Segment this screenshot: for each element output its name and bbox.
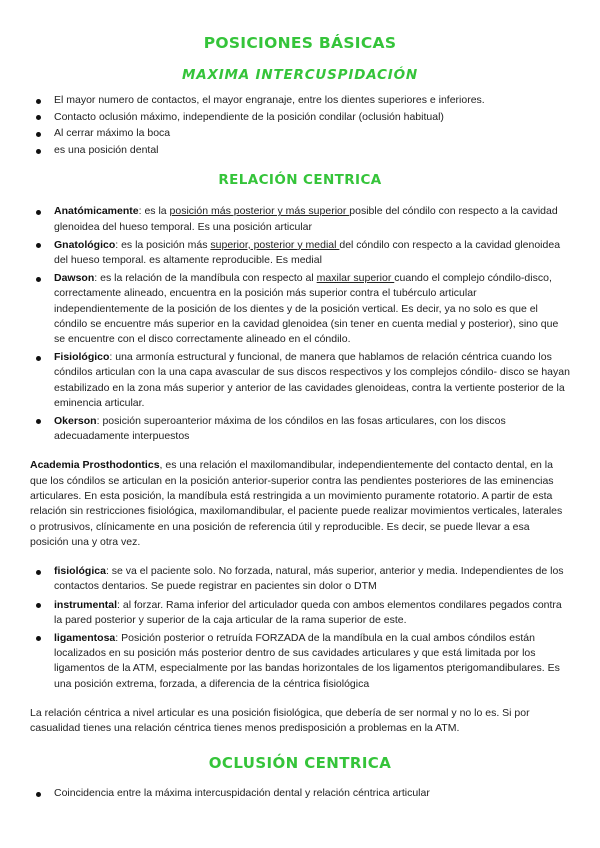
type-term: ligamentosa bbox=[54, 631, 116, 644]
type-text: : al forzar. Rama inferior del articulador queda con ambos elementos condilares pegados contra la pared posterior y superior de la caja articular de la rama superior de este. bbox=[54, 598, 562, 626]
bullet-icon bbox=[36, 603, 41, 608]
conclusion-paragraph: La relación céntrica a nivel articular es una posición fisiológica, que debería de ser normal y no lo es. Si por casualidad tienes una relación céntrica tienes menos predisposición a problemas en la ATM. bbox=[30, 706, 530, 735]
oclusion-centrica-list bbox=[30, 786, 570, 801]
list-item bbox=[30, 126, 570, 141]
section-heading-relacion-centrica: RELACIÓN CENTRICA bbox=[218, 172, 382, 189]
section-heading-oclusion-centrica: OCLUSIÓN CENTRICA bbox=[208, 754, 392, 773]
type-text: : se va el paciente solo. No forzada, natural, más superior, anterior y media. Independientes de los contactos dentarios. Se puede registrar en pacientes sin dolor o DTM bbox=[54, 565, 564, 593]
definition-term: Anatómicamente bbox=[54, 205, 139, 218]
list-item-text: Coincidencia entre la máxima intercuspidación dental y relación céntrica articular bbox=[54, 787, 430, 800]
definition-term: Gnatológico bbox=[54, 238, 116, 251]
definition-text: : es la bbox=[138, 205, 170, 218]
paragraph-term: Academia Prosthodontics bbox=[30, 459, 160, 472]
type-text: : Posición posterior o retruída FORZADA de la mandíbula en la cual ambos cóndilos están localizados en su posición más posterior dentro de sus cavidades articulares y que está limitada por los ligamentos de la ATM, especialmente por las bandas horizontales de los ligamentos pterigomandibulares. Es una posición extrema, forzada, a diferencia de la céntrica fisiológica bbox=[54, 631, 560, 690]
type-instrumental bbox=[30, 598, 570, 628]
bullet-icon bbox=[36, 792, 41, 797]
relacion-centrica-types bbox=[30, 564, 570, 692]
bullet-icon bbox=[36, 243, 41, 248]
bullet-icon bbox=[36, 115, 41, 120]
underlined-text: maxilar superior bbox=[316, 272, 395, 285]
list-item bbox=[30, 93, 570, 108]
type-fisiologica bbox=[30, 564, 570, 594]
list-item-text: Contacto oclusión máximo, independiente de la posición condilar (oclusión habitual) bbox=[54, 110, 444, 123]
academia-paragraph bbox=[30, 458, 570, 550]
definition-text: : es la relación de la mandíbula con respecto al bbox=[94, 272, 317, 285]
bullet-icon bbox=[36, 570, 41, 575]
section-heading-max-intercuspidacion: MAXIMA INTERCUSPIDACIÓN bbox=[182, 67, 418, 83]
bullet-icon bbox=[36, 419, 41, 424]
list-item-text: es una posición dental bbox=[54, 144, 159, 157]
underlined-text: posición más posterior y más superior bbox=[169, 205, 350, 218]
relacion-centrica-definitions bbox=[30, 204, 570, 444]
definition-term: Dawson bbox=[54, 272, 95, 285]
list-item-text: El mayor numero de contactos, el mayor engranaje, entre los dientes superiores e inferiores. bbox=[54, 94, 485, 106]
definition-term: Okerson bbox=[54, 414, 97, 427]
type-ligamentosa bbox=[30, 631, 570, 692]
bullet-icon bbox=[36, 277, 41, 282]
definition-term: Fisiológico bbox=[54, 351, 110, 364]
definition-text: : posición superoanterior máxima de los cóndilos en las fosas articulares, con los discos adecuadamente interpuestos bbox=[54, 414, 506, 443]
type-term: instrumental bbox=[54, 598, 118, 611]
definition-text: del cóndilo con respecto a la cavidad glenoidea del hueso temporal. es altamente reproducible. Es medial bbox=[54, 238, 561, 266]
definition-text: : es la posición más bbox=[115, 238, 211, 251]
list-item bbox=[30, 786, 570, 801]
definition-gnatologico bbox=[30, 238, 570, 268]
bullet-icon bbox=[36, 99, 41, 104]
definition-anatomica bbox=[30, 204, 570, 234]
bullet-icon bbox=[36, 636, 41, 641]
bullet-icon bbox=[36, 149, 41, 154]
list-item-text: Al cerrar máximo la boca bbox=[54, 127, 171, 140]
document-title: POSICIONES BÁSICAS bbox=[203, 34, 397, 52]
list-item bbox=[30, 110, 570, 125]
definition-text: cuando el complejo cóndilo-disco, correctamente alineado, encuentra en la posición más superior contra el tubérculo articular independientemente de la posición de los dientes y de la posición vertical. Es decir, ya no solo es que el cóndilo se encuentre más superior en la cavidad glenoidea (sin tener en cuenta medial y posterior), sino que se encuentre con el disco correctamente alineado en el cóndilo. bbox=[54, 272, 559, 345]
paragraph-text: , es una relación el maxilomandibular, independientemente del contacto dental, en la que los cóndilos se articulan en la posición anterior-superior contra las pendientes posteriores de las eminencias articulares. En esta posición, la mandíbula está restringida a un movimiento puramente rotatorio. A partir de esta relación sin restricciones fisiológica, maxilomandibular, el paciente puede realizar movimientos verticales, laterales o protrusivos, clínicamente en una posición de referencia útil y reproducible. Es decir, se puede llevar a esa posición una y otra vez. bbox=[30, 459, 563, 548]
max-intercuspidacion-list bbox=[30, 93, 570, 158]
definition-text: posible del cóndilo con respecto a la cavidad glenoidea del hueso temporal. Es una posición articular bbox=[54, 205, 558, 233]
bullet-icon bbox=[36, 210, 41, 215]
definition-okerson bbox=[30, 414, 570, 444]
definition-dawson bbox=[30, 271, 570, 347]
list-item bbox=[30, 143, 570, 158]
underlined-text: superior, posterior y medial bbox=[210, 238, 340, 251]
type-term: fisiológica bbox=[54, 565, 106, 578]
definition-text: : una armonía estructural y funcional, de manera que hablamos de relación céntrica cuando los cóndilos articulan con la una capa avascular de sus discos respectivos y los complejos cóndilo- disco se hayan estabilizado en la zona más superior y anterior de las cavidades glenoideas, contra la vertiente posterior de la eminencia articular. bbox=[54, 351, 570, 409]
definition-fisiologico bbox=[30, 350, 570, 411]
bullet-icon bbox=[36, 132, 41, 137]
bullet-icon bbox=[36, 356, 41, 361]
